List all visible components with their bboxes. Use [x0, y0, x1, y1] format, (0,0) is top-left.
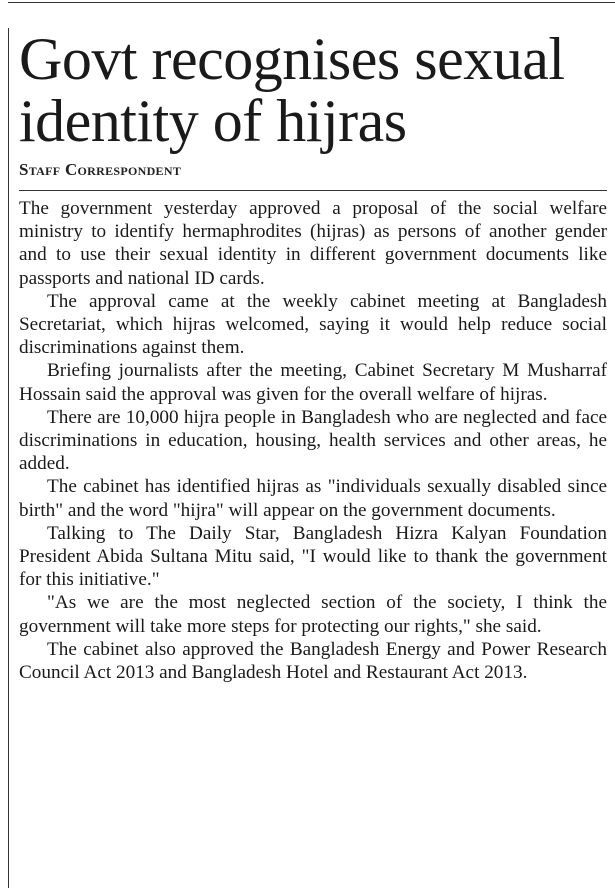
news-article: [19, 28, 607, 684]
article-paragraph: Briefing journalists after the meeting, Cabinet Secretary M Musharraf Hossain said the approval was given for the overall welfare of hijras.: [19, 360, 607, 405]
article-paragraph: The cabinet has identified hijras as "individuals sexually disabled since birth" and the word "hijra" will appear on the government documents.: [19, 476, 607, 521]
article-paragraph: Talking to The Daily Star, Bangladesh Hizra Kalyan Foundation President Abida Sultana Mitu said, "I would like to thank the government for this initiative.": [19, 522, 607, 591]
headline: Govt recognises sexual identity of hijras: [19, 26, 565, 154]
article-paragraph: The government yesterday approved a proposal of the social welfare ministry to identify hermaphrodites (hijras) as persons of another gender and to use their sexual identity in different government documents like passports and national ID cards.: [19, 198, 607, 289]
left-column-rule: [8, 28, 9, 888]
article-paragraph: "As we are the most neglected section of the society, I think the government will take more steps for protecting our rights," she said.: [19, 592, 607, 637]
byline-divider: [19, 190, 607, 191]
article-body: [19, 197, 607, 684]
article-paragraph: The approval came at the weekly cabinet meeting at Bangladesh Secretariat, which hijras welcomed, saying it would help reduce social discriminations against them.: [19, 290, 607, 359]
byline: Staff Correspondent: [19, 160, 182, 179]
top-border-rule: [8, 2, 615, 3]
article-paragraph: There are 10,000 hijra people in Bangladesh who are neglected and face discriminations in education, housing, health services and other areas, he added.: [19, 406, 607, 475]
article-paragraph: The cabinet also approved the Bangladesh Energy and Power Research Council Act 2013 and Bangladesh Hotel and Restaurant Act 2013.: [19, 638, 607, 684]
